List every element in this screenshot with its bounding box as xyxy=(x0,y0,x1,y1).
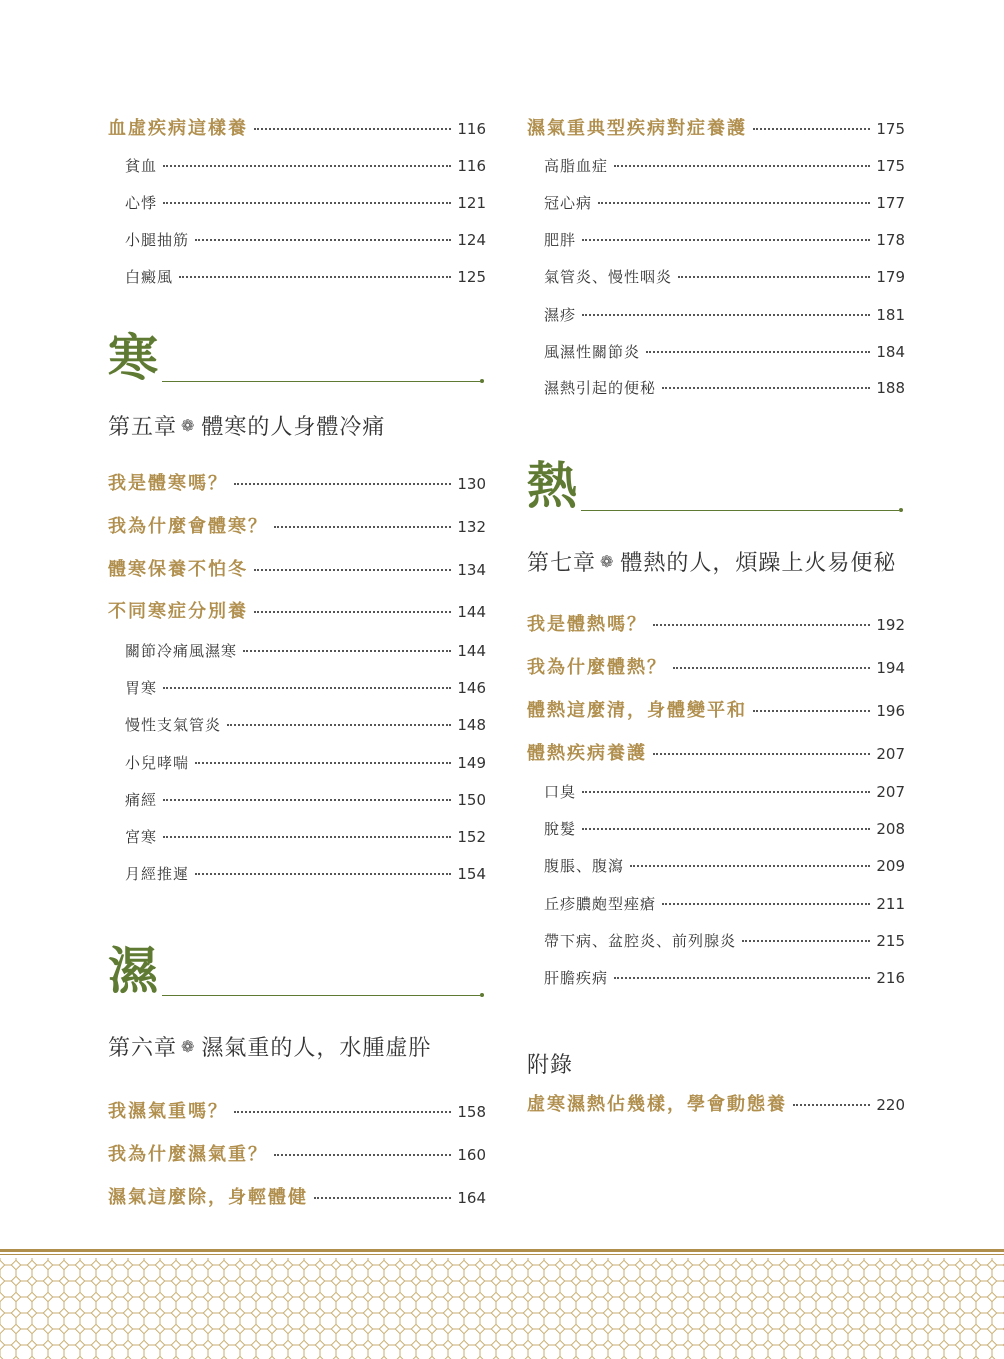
section-title: 我是體寒嗎？ xyxy=(108,473,228,494)
page-number: 179 xyxy=(876,268,905,286)
dot-leader xyxy=(254,128,451,130)
dot-leader xyxy=(646,351,870,353)
item-title: 濕疹 xyxy=(544,306,577,324)
toc-item-entry[interactable] xyxy=(125,789,486,810)
page-number: 134 xyxy=(457,561,486,579)
toc-item-entry[interactable] xyxy=(125,714,486,735)
chapter-rule xyxy=(162,995,480,996)
rule-dot xyxy=(480,993,484,997)
page-number: 146 xyxy=(457,679,486,697)
toc-section-entry[interactable] xyxy=(108,1183,486,1209)
page-number: 154 xyxy=(457,865,486,883)
page-number: 181 xyxy=(876,306,905,324)
toc-section-entry[interactable] xyxy=(527,653,905,679)
item-title: 白癜風 xyxy=(125,268,174,286)
dot-leader xyxy=(234,1111,451,1113)
chapter-title: 體寒的人身體冷痛 xyxy=(201,415,386,440)
page-number: 116 xyxy=(457,120,486,138)
toc-item-entry[interactable] xyxy=(544,930,905,951)
toc-section-entry[interactable] xyxy=(108,1140,486,1166)
dot-leader xyxy=(195,239,451,241)
toc-section-entry[interactable] xyxy=(108,555,486,581)
page-number: 164 xyxy=(457,1189,486,1207)
item-title: 宮寒 xyxy=(125,828,158,846)
toc-item-entry[interactable] xyxy=(125,229,486,250)
chapter-big-character: 濕 xyxy=(108,941,158,1000)
toc-item-entry[interactable] xyxy=(125,192,486,213)
toc-section-entry[interactable] xyxy=(108,114,486,140)
toc-item-entry[interactable] xyxy=(544,304,905,325)
dot-leader xyxy=(195,762,451,764)
toc-item-entry[interactable] xyxy=(125,752,486,773)
item-title: 腹脹、腹瀉 xyxy=(544,857,625,875)
toc-item-entry[interactable] xyxy=(125,640,486,661)
flower-ornament-icon: ❁ xyxy=(600,552,615,571)
page-number: 121 xyxy=(457,194,486,212)
dot-leader xyxy=(195,873,451,875)
page-number: 144 xyxy=(457,603,486,621)
item-title: 痛經 xyxy=(125,791,158,809)
toc-section-entry[interactable] xyxy=(108,469,486,495)
chapter-rule xyxy=(581,510,899,511)
chapter-heading[interactable] xyxy=(108,1031,431,1062)
page-number: 211 xyxy=(876,895,905,913)
section-title: 體寒保養不怕冬 xyxy=(108,559,248,580)
section-title: 我是體熱嗎？ xyxy=(527,614,647,635)
dot-leader xyxy=(793,1104,870,1106)
section-title: 虛寒濕熱佔幾樣，學會動態養 xyxy=(527,1094,787,1115)
item-title: 冠心病 xyxy=(544,194,593,212)
toc-item-entry[interactable] xyxy=(544,155,905,176)
section-title: 體熱疾病養護 xyxy=(527,743,647,764)
toc-item-entry[interactable] xyxy=(544,893,905,914)
page-number: 130 xyxy=(457,475,486,493)
page-number: 150 xyxy=(457,791,486,809)
page-number: 158 xyxy=(457,1103,486,1121)
toc-item-entry[interactable] xyxy=(125,863,486,884)
item-title: 肥胖 xyxy=(544,231,577,249)
chapter-rule xyxy=(162,381,480,382)
dot-leader xyxy=(582,791,870,793)
toc-item-entry[interactable] xyxy=(544,377,905,398)
page-number: 175 xyxy=(876,157,905,175)
dot-leader xyxy=(234,483,451,485)
section-title: 我濕氣重嗎？ xyxy=(108,1101,228,1122)
dot-leader xyxy=(678,276,870,278)
page-number: 184 xyxy=(876,343,905,361)
flower-ornament-icon: ❁ xyxy=(181,416,196,435)
item-title: 小腿抽筋 xyxy=(125,231,190,249)
section-title: 我為什麼會體寒？ xyxy=(108,516,268,537)
page-number: 192 xyxy=(876,616,905,634)
item-title: 高脂血症 xyxy=(544,157,609,175)
toc-item-entry[interactable] xyxy=(125,826,486,847)
chapter-big-character: 熱 xyxy=(527,456,577,515)
page-number: 215 xyxy=(876,932,905,950)
item-title: 慢性支氣管炎 xyxy=(125,716,222,734)
dot-leader xyxy=(163,202,451,204)
item-title: 關節冷痛風濕寒 xyxy=(125,642,238,660)
toc-section-entry[interactable] xyxy=(527,696,905,722)
item-title: 濕熱引起的便秘 xyxy=(544,379,657,397)
page-number: 177 xyxy=(876,194,905,212)
dot-leader xyxy=(653,624,870,626)
dot-leader xyxy=(254,569,451,571)
page-number: 125 xyxy=(457,268,486,286)
dot-leader xyxy=(662,903,870,905)
page-number: 188 xyxy=(876,379,905,397)
dot-leader xyxy=(227,724,451,726)
item-title: 丘疹膿皰型痤瘡 xyxy=(544,895,657,913)
toc-item-entry[interactable] xyxy=(544,855,905,876)
page-number: 152 xyxy=(457,828,486,846)
section-title: 濕氣這麼除，身輕體健 xyxy=(108,1187,308,1208)
item-title: 口臭 xyxy=(544,783,577,801)
page-number: 220 xyxy=(876,1096,905,1114)
dot-leader xyxy=(614,977,870,979)
dot-leader xyxy=(753,128,870,130)
page-number: 207 xyxy=(876,745,905,763)
page-number: 132 xyxy=(457,518,486,536)
toc-item-entry[interactable] xyxy=(544,341,905,362)
toc-section-entry[interactable] xyxy=(527,114,905,140)
toc-section-entry[interactable] xyxy=(527,610,905,636)
dot-leader xyxy=(742,940,870,942)
page-number: 160 xyxy=(457,1146,486,1164)
toc-section-entry[interactable] xyxy=(108,512,486,538)
section-title: 我為什麼體熱？ xyxy=(527,657,667,678)
dot-leader xyxy=(274,1154,451,1156)
page-number: 144 xyxy=(457,642,486,660)
toc-item-entry[interactable] xyxy=(125,677,486,698)
page-number: 216 xyxy=(876,969,905,987)
item-title: 帶下病、盆腔炎、前列腺炎 xyxy=(544,932,737,950)
page-number: 196 xyxy=(876,702,905,720)
rule-dot xyxy=(480,379,484,383)
chapter-number: 第七章 xyxy=(527,551,597,576)
page-number: 124 xyxy=(457,231,486,249)
chapter-number: 第六章 xyxy=(108,1036,178,1061)
dot-leader xyxy=(630,865,870,867)
section-title: 濕氣重典型疾病對症養護 xyxy=(527,118,747,139)
page-number: 175 xyxy=(876,120,905,138)
dot-leader xyxy=(662,387,870,389)
chapter-title: 濕氣重的人，水腫虛肸 xyxy=(201,1036,432,1061)
page-number: 208 xyxy=(876,820,905,838)
dot-leader xyxy=(254,611,451,613)
toc-section-entry[interactable] xyxy=(108,597,486,623)
section-title: 血虛疾病這樣養 xyxy=(108,118,248,139)
dot-leader xyxy=(673,667,870,669)
item-title: 胃寒 xyxy=(125,679,158,697)
flower-ornament-icon: ❁ xyxy=(181,1037,196,1056)
appendix-heading: 附錄 xyxy=(527,1053,574,1078)
dot-leader xyxy=(163,687,451,689)
section-title: 我為什麼濕氣重？ xyxy=(108,1144,268,1165)
chapter-heading[interactable] xyxy=(527,546,896,577)
lattice-border-pattern xyxy=(0,1249,1004,1359)
toc-item-entry[interactable] xyxy=(125,155,486,176)
dot-leader xyxy=(163,836,451,838)
section-title: 體熱這麼清，身體變平和 xyxy=(527,700,747,721)
item-title: 氣管炎、慢性咽炎 xyxy=(544,268,673,286)
toc-item-entry[interactable] xyxy=(544,266,905,287)
page-number: 148 xyxy=(457,716,486,734)
dot-leader xyxy=(614,165,870,167)
toc-item-entry[interactable] xyxy=(125,266,486,287)
toc-item-entry[interactable] xyxy=(544,781,905,802)
item-title: 月經推遲 xyxy=(125,865,190,883)
item-title: 風濕性關節炎 xyxy=(544,343,641,361)
rule-dot xyxy=(899,508,903,512)
dot-leader xyxy=(653,753,870,755)
dot-leader xyxy=(163,165,451,167)
toc-item-entry[interactable] xyxy=(544,818,905,839)
dot-leader xyxy=(179,276,451,278)
dot-leader xyxy=(243,650,451,652)
toc-item-entry[interactable] xyxy=(544,192,905,213)
dot-leader xyxy=(582,239,870,241)
item-title: 心悸 xyxy=(125,194,158,212)
chapter-heading[interactable] xyxy=(108,410,385,441)
item-title: 貧血 xyxy=(125,157,158,175)
toc-item-entry[interactable] xyxy=(544,967,905,988)
page-number: 207 xyxy=(876,783,905,801)
dot-leader xyxy=(274,526,451,528)
section-title: 不同寒症分別養 xyxy=(108,601,248,622)
item-title: 脫髮 xyxy=(544,820,577,838)
item-title: 小兒哮喘 xyxy=(125,754,190,772)
page-number: 194 xyxy=(876,659,905,677)
dot-leader xyxy=(753,710,870,712)
chapter-title: 體熱的人，煩躁上火易便秘 xyxy=(620,551,897,576)
chapter-number: 第五章 xyxy=(108,415,178,440)
dot-leader xyxy=(598,202,870,204)
toc-section-entry[interactable] xyxy=(108,1097,486,1123)
chapter-big-character: 寒 xyxy=(108,328,158,387)
dot-leader xyxy=(582,314,870,316)
item-title: 肝膽疾病 xyxy=(544,969,609,987)
toc-section-entry[interactable] xyxy=(527,1090,905,1116)
dot-leader xyxy=(163,799,451,801)
page-number: 209 xyxy=(876,857,905,875)
page-number: 178 xyxy=(876,231,905,249)
dot-leader xyxy=(582,828,870,830)
toc-item-entry[interactable] xyxy=(544,229,905,250)
page-number: 116 xyxy=(457,157,486,175)
toc-section-entry[interactable] xyxy=(527,739,905,765)
page-number: 149 xyxy=(457,754,486,772)
dot-leader xyxy=(314,1197,451,1199)
